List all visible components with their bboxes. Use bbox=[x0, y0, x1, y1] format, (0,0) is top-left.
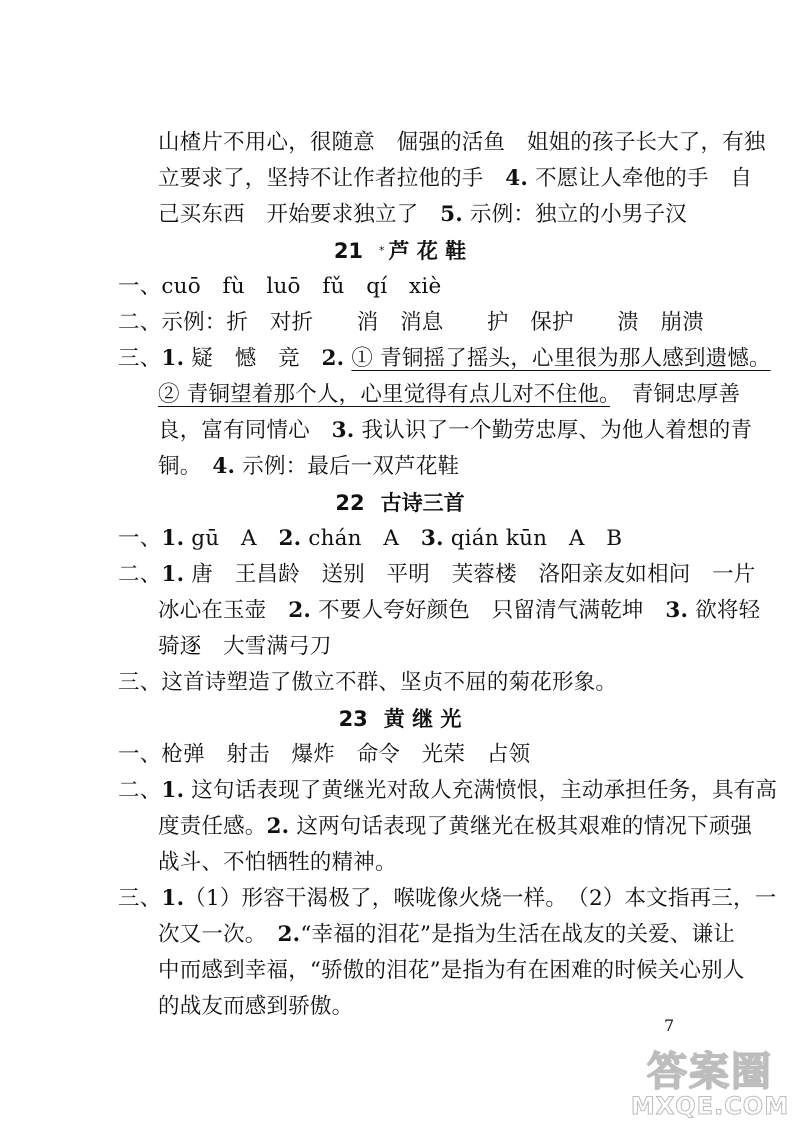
answer-text: 一、枪弹 射击 爆炸 命令 光荣 占领 bbox=[118, 742, 531, 767]
answer-line bbox=[118, 668, 617, 698]
question-number: 3. bbox=[420, 526, 444, 551]
question-number: 2. bbox=[278, 526, 302, 551]
answer-line bbox=[158, 632, 332, 662]
section-number: 23 bbox=[338, 707, 368, 731]
answer-line bbox=[118, 272, 441, 302]
answer-text: 青铜忠厚善 bbox=[610, 382, 741, 407]
answer-line bbox=[118, 560, 756, 590]
answer-text: 我认识了一个勤劳忠厚、为他人着想的青 bbox=[354, 418, 753, 443]
answer-text: 己买东西 开始要求独立了 bbox=[158, 202, 441, 227]
answer-text: 三、这首诗塑造了傲立不群、坚贞不屈的菊花形象。 bbox=[118, 670, 618, 695]
watermark-logo bbox=[625, 1040, 795, 1120]
answer-text: 骑逐 大雪满弓刀 bbox=[158, 634, 332, 659]
section-title-23 bbox=[0, 704, 800, 734]
question-number: 2. bbox=[321, 346, 345, 371]
underlined-sentence: ① 青铜摇了摇头，心里很为那人感到遗憾。 bbox=[351, 346, 771, 371]
answer-text: 铜。 bbox=[158, 454, 213, 479]
part-label: 一、 bbox=[118, 526, 162, 551]
answer-text: chán A bbox=[301, 526, 421, 551]
answer-line bbox=[158, 596, 760, 626]
answer-text: 二、示例：折 对折 消 消息 护 保护 溃 崩溃 bbox=[118, 310, 704, 335]
question-number: 3. bbox=[331, 418, 355, 443]
part-label: 三、 bbox=[118, 886, 162, 911]
answer-text: 山楂片不用心，很随意 倔强的活鱼 姐姐的孩子长大了，有独 bbox=[158, 130, 766, 155]
question-number: 2. bbox=[288, 598, 312, 623]
section-title-text: 古诗三首 bbox=[380, 491, 465, 515]
answer-text: qián kūn A B bbox=[443, 526, 623, 551]
question-number: 1. bbox=[161, 778, 185, 803]
answer-line bbox=[118, 344, 771, 374]
section-number: 22 bbox=[335, 491, 365, 515]
answer-line bbox=[118, 308, 704, 338]
answer-text: 这两句话表现了黄继光在极其艰难的情况下顽强 bbox=[289, 814, 753, 839]
answer-line bbox=[118, 524, 622, 554]
part-label: 二、 bbox=[118, 562, 162, 587]
answer-text: 不要人夸好颜色 只留清气满乾坤 bbox=[311, 598, 666, 623]
answer-text: “幸福的泪花”是指为生活在战友的关爱、谦让 bbox=[300, 922, 735, 947]
question-number: 4. bbox=[212, 454, 236, 479]
answer-line bbox=[158, 956, 745, 986]
answer-text: 不愿让人牵他的手 自 bbox=[528, 166, 753, 191]
answer-text: 度责任感。 bbox=[158, 814, 267, 839]
answer-line bbox=[158, 164, 752, 194]
question-number: 1. bbox=[161, 346, 185, 371]
answer-line bbox=[158, 128, 766, 158]
question-number: 2. bbox=[277, 922, 301, 947]
answer-text: 疑 憾 竞 bbox=[184, 346, 322, 371]
answer-text: 中而感到幸福，“骄傲的泪花”是指为有在困难的时候关心别人 bbox=[158, 958, 745, 983]
answer-line bbox=[158, 416, 752, 446]
part-label: 三、 bbox=[118, 346, 162, 371]
answer-line bbox=[158, 812, 752, 842]
answer-text: 次又一次。 bbox=[158, 922, 278, 947]
question-number: 4. bbox=[505, 166, 529, 191]
question-number: 5. bbox=[440, 202, 463, 227]
section-title-text: 黄 继 光 bbox=[383, 707, 462, 731]
answer-text: 立要求了，坚持不让作者拉他的手 bbox=[158, 166, 506, 191]
answer-text: gū A bbox=[184, 526, 279, 551]
answer-line bbox=[118, 740, 530, 770]
answer-text: 这句话表现了黄继光对敌人充满愤恨，主动承担任务，具有高 bbox=[184, 778, 778, 803]
answer-text: 战斗、不怕牺牲的精神。 bbox=[158, 850, 397, 875]
question-number: 1. bbox=[161, 526, 185, 551]
section-number: 21 bbox=[333, 239, 364, 263]
question-number: 3. bbox=[665, 598, 689, 623]
underlined-sentence: ② 青铜望着那个人，心里觉得有点儿对不住他。 bbox=[158, 382, 610, 407]
page-number: 7 bbox=[664, 1016, 675, 1035]
answer-line bbox=[158, 992, 353, 1022]
section-title-22 bbox=[0, 488, 800, 518]
answer-line bbox=[118, 776, 777, 806]
answer-line bbox=[158, 452, 459, 482]
answer-text: （1）形容干渴极了，喉咙像火烧一样。 （2）本文指再三，一 bbox=[184, 886, 777, 911]
answer-line bbox=[118, 884, 776, 914]
question-number: 2. bbox=[266, 814, 290, 839]
answer-line bbox=[158, 920, 735, 950]
answer-text: 欲将轻 bbox=[688, 598, 761, 623]
answer-line bbox=[158, 848, 397, 878]
part-label: 二、 bbox=[118, 778, 162, 803]
answer-text: 一、cuō fù luō fǔ qí xiè bbox=[118, 274, 442, 299]
answer-text: 的战友而感到骄傲。 bbox=[158, 994, 354, 1019]
section-title-text: 芦 花 鞋 bbox=[388, 239, 467, 263]
answer-text: 示例：最后一双芦花鞋 bbox=[235, 454, 460, 479]
answer-text: 良，富有同情心 bbox=[158, 418, 332, 443]
section-star: * bbox=[379, 244, 385, 257]
question-number: 1. bbox=[161, 886, 185, 911]
answer-line bbox=[158, 380, 740, 410]
watermark-top-text: 答案圈 bbox=[647, 1049, 773, 1095]
question-number: 1. bbox=[161, 562, 185, 587]
answer-text: 冰心在玉壶 bbox=[158, 598, 289, 623]
answer-text: 示例：独立的小男子汉 bbox=[462, 202, 688, 227]
section-title-21 bbox=[0, 236, 800, 266]
answer-line bbox=[158, 200, 687, 230]
answer-text: 唐 王昌龄 送别 平明 芙蓉楼 洛阳亲友如相问 一片 bbox=[184, 562, 756, 587]
watermark-url-text: MXQE.COM bbox=[630, 1092, 790, 1120]
